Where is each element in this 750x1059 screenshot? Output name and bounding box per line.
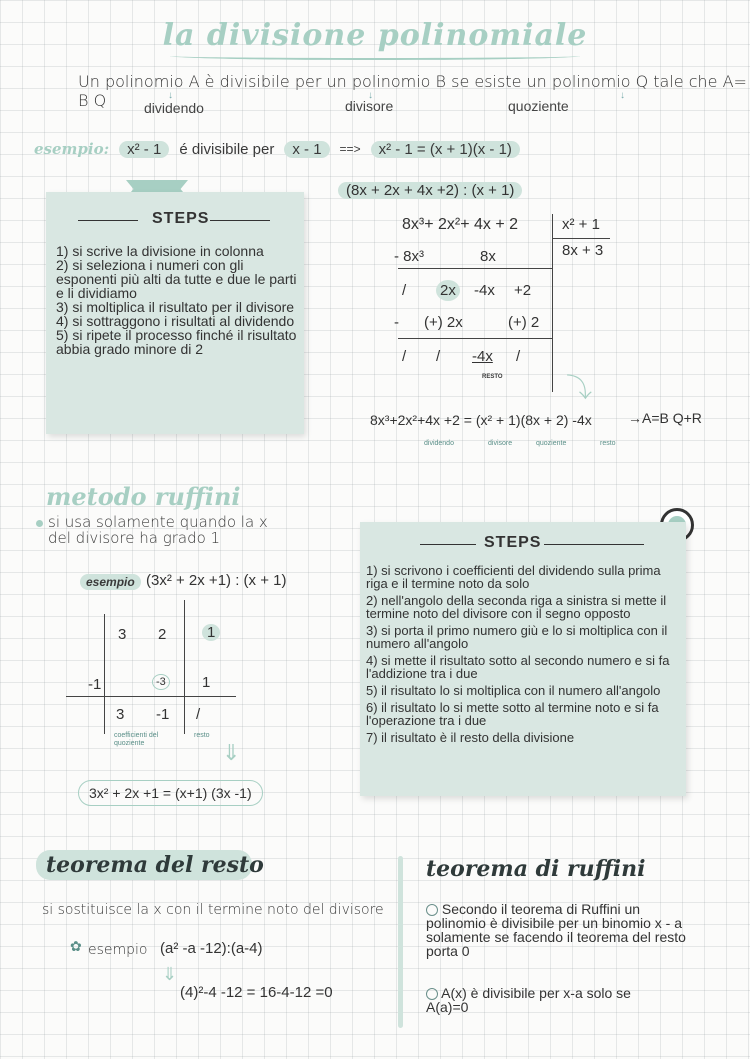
ruffini-example-label: esempio xyxy=(80,574,141,590)
label-divisore: divisore xyxy=(345,98,394,114)
steps-title: STEPS xyxy=(152,210,210,227)
arrow-down-icon: ↓ xyxy=(168,90,173,101)
ruffini-coef: 1 xyxy=(202,624,220,641)
ruffini-result: 3x² + 2x +1 = (x+1) (3x -1) xyxy=(78,780,263,806)
final-label-resto: resto xyxy=(600,440,616,447)
step-item: 3) si porta il primo numero giù e lo si moltiplica con il numero all'angolo xyxy=(366,623,668,651)
ruffini-desc: si usa solamente quando la x del divisore ha grado 1 xyxy=(48,513,268,547)
ld-row4b: (+) 2x xyxy=(424,314,463,331)
ruffini-vline-right xyxy=(184,600,185,734)
ld-row5a: / xyxy=(402,348,407,365)
teorema-resto-example-label: esempio xyxy=(88,942,148,958)
curved-arrow-icon: ⤵ xyxy=(566,373,593,403)
subtraction-line xyxy=(398,338,552,339)
divider-line xyxy=(544,544,644,545)
teorema-ruffini-p2 xyxy=(426,986,676,1014)
teorema-resto-title: teorema del resto xyxy=(46,852,264,878)
division-vertical-line xyxy=(552,214,553,392)
step-item: 5) si ripete il processo finché il risultato abbia grado minore di 2 xyxy=(56,327,297,357)
steps-box-1 xyxy=(46,192,304,434)
ruffini-label-right: resto xyxy=(194,732,210,739)
step-item: 7) il risultato è il resto della divisione xyxy=(366,730,575,745)
example1-text: é divisibile per xyxy=(179,140,275,158)
step-item: 1) si scrivono i coefficienti del dividendo sulla prima riga e il termine noto da solo xyxy=(366,563,661,591)
teorema-ruffini-p1-text: Secondo il teorema di Ruffini un polinomio è divisibile per un binomio x - a solamente se facendo il teorema del resto porta 0 xyxy=(426,901,686,960)
ruffini-example: (3x² + 2x +1) : (x + 1) xyxy=(146,572,287,589)
ruffini-vline-left xyxy=(104,614,105,734)
step-item: 4) si sottraggono i risultati al dividendo xyxy=(56,313,295,329)
steps-title: STEPS xyxy=(484,534,542,551)
section-divider xyxy=(398,856,403,1028)
ld-row2a: - 8x³ xyxy=(394,248,424,265)
divider-line xyxy=(210,220,270,221)
bullet-dot xyxy=(36,520,43,527)
ruffini-bottom: / xyxy=(196,706,201,723)
ruffini-mid-right: 1 xyxy=(202,674,211,691)
ruffini-hline xyxy=(66,696,236,697)
teorema-resto-calc: (4)²-4 -12 = 16-4-12 =0 xyxy=(180,984,333,1001)
teorema-ruffini-title: teorema di ruffini xyxy=(426,856,646,882)
example1-divisor: x - 1 xyxy=(284,141,329,158)
ruffini-bottom: 3 xyxy=(116,706,125,723)
ld-final: 8x³+2x²+4x +2 = (x² + 1)(8x + 2) -4x xyxy=(370,412,592,428)
division-horizontal-line xyxy=(552,238,610,239)
arrow-down-icon: ↓ xyxy=(368,90,373,101)
teorema-ruffini-p1 xyxy=(426,902,696,958)
steps-list xyxy=(366,564,684,744)
ld-row3c: -4x xyxy=(474,282,495,299)
teorema-resto-example: (a² -a -12):(a-4) xyxy=(160,940,263,957)
ld-row5d: / xyxy=(516,348,521,365)
ruffini-title: metodo ruffini xyxy=(46,482,241,511)
ruffini-coef: 3 xyxy=(118,626,127,643)
teorema-ruffini-p2-text: A(x) è divisibile per x-a solo se A(a)=0 xyxy=(426,985,631,1016)
divider-line xyxy=(78,220,138,221)
ld-row2b: 8x xyxy=(480,248,496,265)
ruffini-coef: 2 xyxy=(158,626,167,643)
step-item: 4) si mette il risultato sotto al secondo numero e si fa l'addizione tra i due xyxy=(366,653,670,681)
double-arrow-down-icon: ⇓ xyxy=(162,964,178,984)
step-item: 3) si moltiplica il risultato per il divisore xyxy=(56,299,295,315)
step-item: 2) si seleziona i numeri con gli esponenti più alti da tutte e due le parti e li dividiamo xyxy=(56,257,297,301)
step-item: 5) il risultato lo si moltiplica con il numero all'angolo xyxy=(366,683,661,698)
ld-divisor: x² + 1 xyxy=(562,216,600,233)
ld-final-right: →A=B Q+R xyxy=(628,410,702,426)
ld-row5c: -4x xyxy=(472,348,493,365)
ld-row1: 8x³+ 2x²+ 4x + 2 xyxy=(402,216,519,233)
arrow-down-icon: ↓ xyxy=(620,90,625,101)
ld-row5b: / xyxy=(436,348,441,365)
label-dividendo: dividendo xyxy=(144,100,204,116)
ld-row3d: +2 xyxy=(514,282,532,299)
ld-quotient: 8x + 3 xyxy=(562,242,604,259)
subtraction-line xyxy=(398,268,552,269)
step-item: 2) nell'angolo della seconda riga a sinistra si mette il termine noto del divisore con il segno opposto xyxy=(366,593,667,621)
ruffini-minus-one: -1 xyxy=(88,676,102,693)
final-label-quoziente: quoziente xyxy=(536,440,567,447)
long-division-header: (8x + 2x + 4x +2) : (x + 1) xyxy=(338,182,522,199)
steps-box-2 xyxy=(360,522,686,796)
intro-sentence: Un polinomio A è divisibile per un polinomio B se esiste un polinomio Q tale che A= B Q xyxy=(78,72,747,110)
steps-list xyxy=(56,244,302,356)
double-arrow-down-icon: ⇓ xyxy=(222,740,241,765)
divider-line xyxy=(420,544,476,545)
example1-row xyxy=(34,140,520,158)
ruffini-mid: -3 xyxy=(152,674,170,690)
step-item: 1) si scrive la divisione in colonna xyxy=(56,243,264,259)
label-quoziente: quoziente xyxy=(508,98,569,114)
ruffini-bottom: -1 xyxy=(156,706,170,723)
final-label-dividendo: dividendo xyxy=(424,440,454,447)
flower-icon: ✿ xyxy=(70,938,82,954)
page-title: la divisione polinomiale xyxy=(162,18,588,53)
step-item: 6) il risultato lo si mette sotto al termine noto e si fa l'operazione tra i due xyxy=(366,700,659,728)
title-underline-swash xyxy=(170,52,580,60)
ruffini-label-left: coefficienti del quoziente xyxy=(114,732,159,747)
teorema-resto-text: si sostituisce la x con il termine noto del divisore xyxy=(42,902,384,918)
example1-poly: x² - 1 xyxy=(119,141,169,158)
ld-row4c: (+) 2 xyxy=(508,314,540,331)
final-label-divisore: divisore xyxy=(488,440,513,447)
example-label: esempio: xyxy=(34,140,110,158)
ld-row3b: 2x xyxy=(436,280,460,301)
resto-label: RESTO xyxy=(482,374,503,380)
example1-arrow: ==> xyxy=(339,142,361,156)
ld-row4a: - xyxy=(394,314,399,331)
ld-row3a: / xyxy=(402,282,407,299)
example1-result: x² - 1 = (x + 1)(x - 1) xyxy=(371,141,520,158)
